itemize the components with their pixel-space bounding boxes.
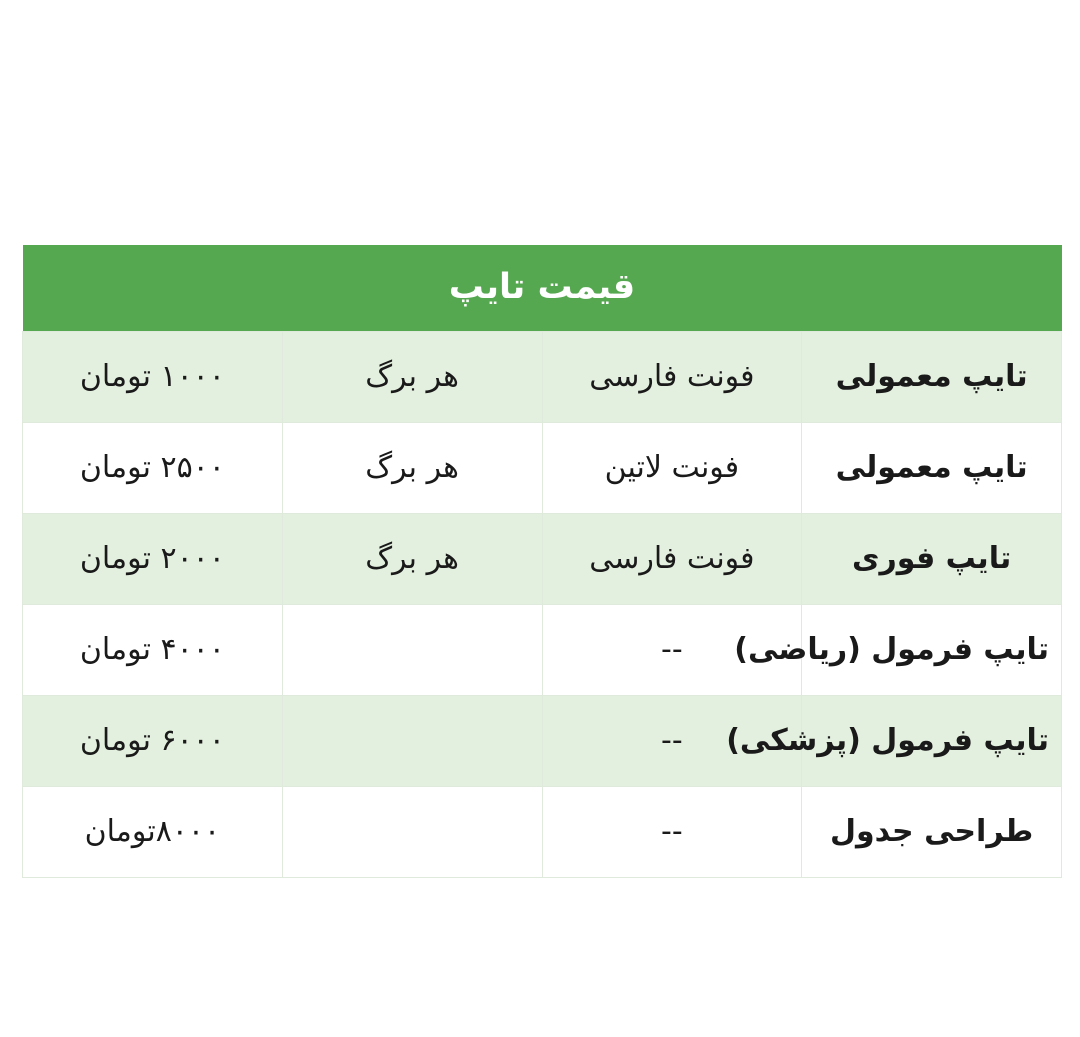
table-title-row — [23, 245, 1062, 332]
cell-unit: هر برگ — [282, 514, 542, 605]
cell-service: تایپ معمولی — [802, 332, 1062, 423]
cell-price: ۸۰۰۰تومان — [23, 787, 283, 878]
table-row — [23, 696, 1062, 787]
cell-service: تایپ فرمول (ریاضی) — [802, 605, 1062, 696]
cell-font: فونت فارسی — [542, 514, 802, 605]
cell-unit — [282, 605, 542, 696]
cell-unit — [282, 787, 542, 878]
price-table — [22, 245, 1062, 878]
cell-price: ۶۰۰۰ تومان — [23, 696, 283, 787]
price-table-header — [23, 245, 1062, 332]
cell-unit — [282, 696, 542, 787]
cell-font: -- — [542, 696, 802, 787]
cell-unit: هر برگ — [282, 332, 542, 423]
cell-price: ۱۰۰۰ تومان — [23, 332, 283, 423]
price-table-body — [23, 332, 1062, 878]
table-row — [23, 423, 1062, 514]
cell-service: تایپ فوری — [802, 514, 1062, 605]
cell-service: طراحی جدول — [802, 787, 1062, 878]
cell-price: ۲۰۰۰ تومان — [23, 514, 283, 605]
table-row — [23, 605, 1062, 696]
cell-service: تایپ فرمول (پزشکی) — [802, 696, 1062, 787]
cell-price: ۲۵۰۰ تومان — [23, 423, 283, 514]
cell-font: -- — [542, 605, 802, 696]
table-title: قیمت تایپ — [23, 245, 1062, 332]
table-row — [23, 787, 1062, 878]
table-row — [23, 332, 1062, 423]
cell-font: فونت لاتین — [542, 423, 802, 514]
price-table-container — [22, 245, 1062, 878]
cell-service: تایپ معمولی — [802, 423, 1062, 514]
cell-font: -- — [542, 787, 802, 878]
cell-unit: هر برگ — [282, 423, 542, 514]
cell-price: ۴۰۰۰ تومان — [23, 605, 283, 696]
table-row — [23, 514, 1062, 605]
cell-font: فونت فارسی — [542, 332, 802, 423]
